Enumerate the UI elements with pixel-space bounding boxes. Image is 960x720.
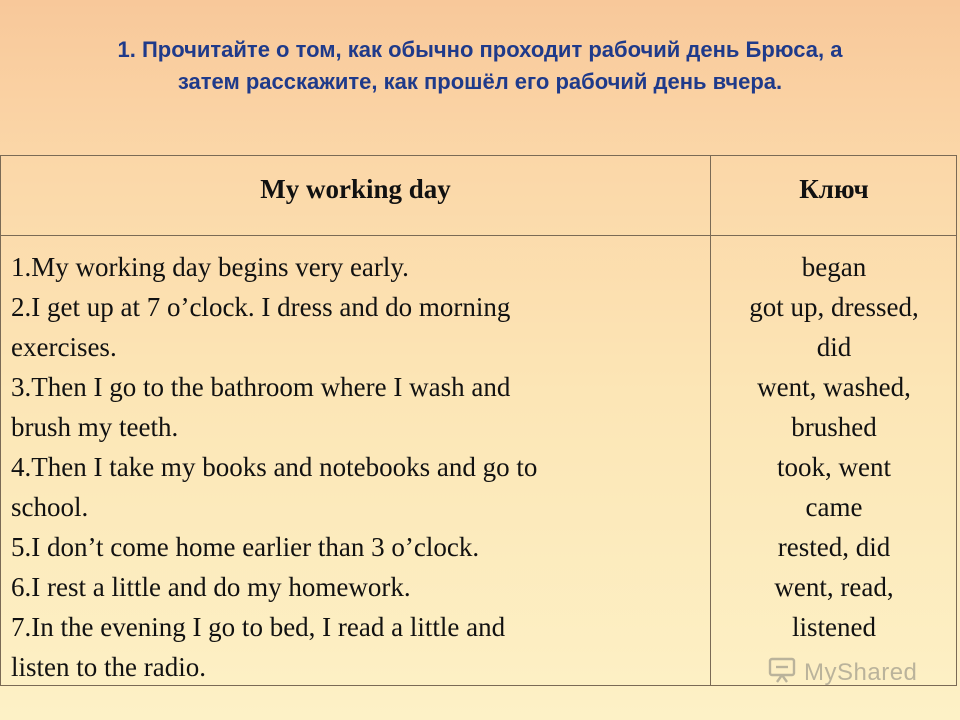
key-line: brushed	[791, 412, 877, 442]
text-line: 1.My working day begins very early.	[11, 252, 409, 282]
task-heading-line-2: затем расскажите, как прошёл его рабочий день вчера.	[177, 69, 783, 94]
text-line: 6.I rest a little and do my homework.	[11, 572, 411, 602]
key-line: took, went	[777, 452, 891, 482]
exercise-table	[0, 155, 957, 686]
text-line: exercises.	[11, 332, 117, 362]
task-heading-line-1: 1. Прочитайте о том, как обычно проходит рабочий день Брюса, а	[117, 37, 843, 62]
key-line: got up, dressed,	[749, 292, 919, 322]
column-header-key: Ключ	[799, 173, 869, 204]
column-divider	[710, 156, 711, 685]
key-line: rested, did	[777, 532, 891, 562]
text-column	[11, 247, 701, 687]
key-line: began	[801, 252, 867, 282]
presentation-board-icon	[768, 656, 798, 689]
myshared-watermark	[768, 656, 917, 689]
text-line: school.	[11, 492, 89, 522]
key-line: did	[816, 332, 852, 362]
text-line: 5.I don’t come home earlier than 3 o’clock.	[11, 532, 480, 562]
watermark-text: MyShared	[804, 658, 918, 686]
text-line: 3.Then I go to the bathroom where I wash and	[11, 372, 511, 402]
column-header-text: My working day	[260, 173, 451, 204]
text-line: 7.In the evening I go to bed, I read a little and	[11, 612, 506, 642]
text-line: 4.Then I take my books and notebooks and go to	[11, 452, 538, 482]
task-heading	[0, 34, 960, 98]
key-line: went, read,	[774, 572, 894, 602]
key-column	[712, 247, 956, 647]
text-line: listen to the radio.	[11, 652, 206, 682]
key-line: went, washed,	[757, 372, 911, 402]
key-line: listened	[792, 612, 876, 642]
text-line: 2.I get up at 7 o’clock. I dress and do morning	[11, 292, 511, 322]
key-line: came	[805, 492, 863, 522]
text-line: brush my teeth.	[11, 412, 179, 442]
